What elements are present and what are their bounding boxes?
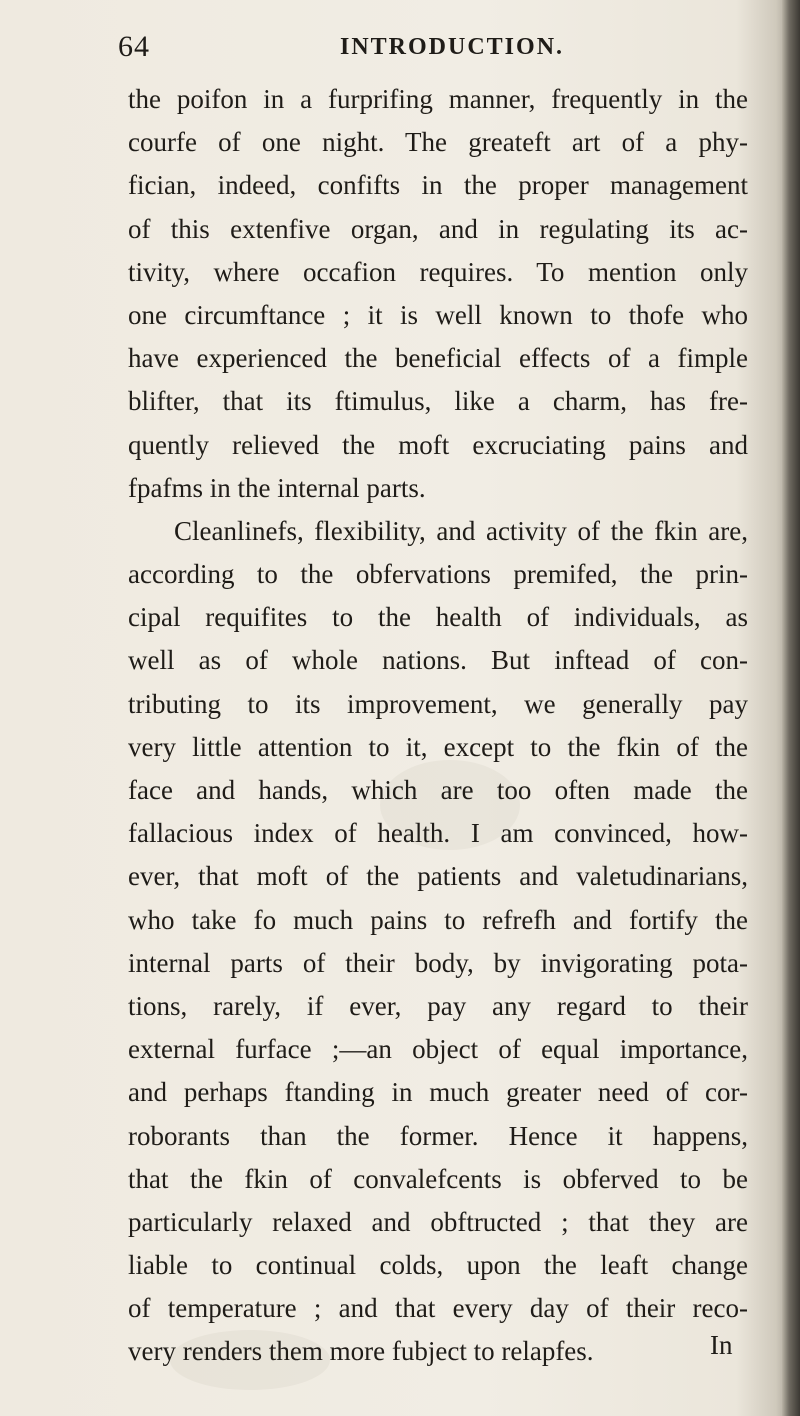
text-line: who take fo much pains to refrefh and fortify the [128,904,748,935]
text-line: liable to continual colds, upon the leaft change [128,1250,748,1281]
paragraph-start-line: Cleanlinefs, flexibility, and activity of the fkin are, [174,515,748,546]
text-line: according to the obfervations premifed, the prin- [128,559,748,590]
text-line: very little attention to it, except to the fkin of the [128,731,748,762]
text-line: very renders them more fubject to relapfes. [128,1336,594,1367]
page-header [118,30,738,70]
text-line: and perhaps ftanding in much greater need of cor- [128,1077,748,1108]
catchword: In [710,1330,733,1360]
text-line: cipal requifites to the health of individuals, as [128,602,748,633]
text-line: internal parts of their body, by invigorating pota- [128,947,748,978]
text-line: well as of whole nations. But inftead of con- [128,645,748,676]
text-line: that the fkin of convalefcents is obferved to be [128,1163,748,1194]
text-line: fallacious index of health. I am convinced, how- [128,818,748,849]
text-line: of temperature ; and that every day of their reco- [128,1293,748,1324]
text-line: tivity, where occafion requires. To mention only [128,256,748,287]
text-line: tions, rarely, if ever, pay any regard to their [128,990,748,1021]
text-line: fician, indeed, confifts in the proper management [128,170,748,201]
page-binding-edge [782,0,800,1416]
text-line: blifter, that its ftimulus, like a charm, has fre- [128,386,748,417]
text-line: have experienced the beneficial effects of a fimple [128,343,748,374]
text-line: one circumftance ; it is well known to thofe who [128,299,748,330]
text-line: face and hands, which are too often made the [128,775,748,805]
running-head: INTRODUCTION. [340,34,565,60]
text-line: quently relieved the moft excruciating pains and [128,429,748,460]
text-line: particularly relaxed and obftructed ; that they are [128,1206,748,1237]
text-line: external furface ;—an object of equal importance, [128,1034,748,1065]
text-line: ever, that moft of the patients and valetudinarians, [128,861,748,892]
text-line: tributing to its improvement, we generally pay [128,688,748,719]
page-number: 64 [118,30,150,63]
text-line: of this extenfive organ, and in regulating its ac- [128,213,748,244]
text-line: the poifon in a furprifing manner, frequently in the [128,84,748,114]
text-line: fpafms in the internal parts. [128,472,426,503]
body-text [128,78,748,1374]
text-line: roborants than the former. Hence it happens, [128,1120,748,1151]
text-line: courfe of one night. The greateft art of a phy- [128,127,748,158]
